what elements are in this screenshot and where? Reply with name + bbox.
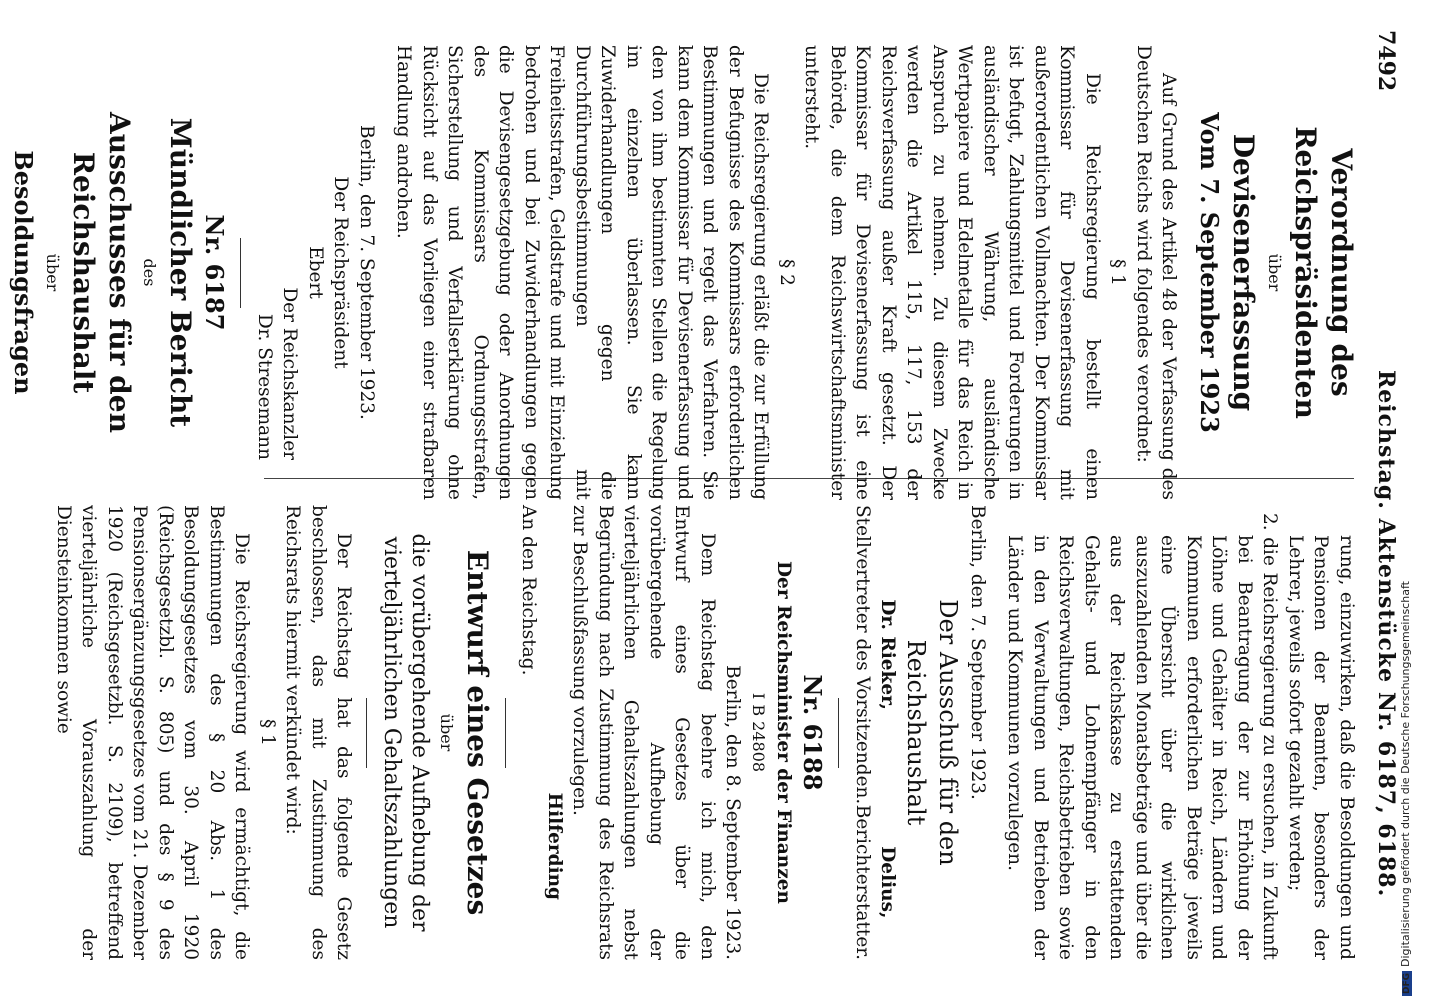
reference-number: I B 24808 bbox=[749, 692, 768, 773]
draft-section-1-heading: § 1 bbox=[257, 719, 278, 746]
decree-title: Verordnung des Reichspräsidenten bbox=[1289, 126, 1358, 419]
enactment-clause: Der Reichstag hat das folgende Gesetz beschlossen, das mit Zustimmung des Reichsrats hiermit verkündet wird: bbox=[282, 505, 355, 960]
digitization-credit-text: DFGDigitalisierung gefördert durch die Deutsche Forschungsgemeinschaft bbox=[1399, 581, 1412, 994]
decree-intro: Auf Grund des Artikel 48 der Verfassung des Deutschen Reichs wird folgendes verordnet: bbox=[1133, 45, 1180, 500]
section-1-text: Die Reichsregierung bestellt einen Kommissar für Devisenerfassung mit außerordentlichen Vollmachten. Der Kommissar ist befugt, Zahlungsmittel und Forderungen in ausländischer Währung, ausländische Wertpapiere und Edelmetalle für das Reich in Anspruch zu nehmen. Zu diesem Zwecke werden die Artikel 115, 117, 153 der Reichsverfassung außer Kraft gesetzt. Der Kommissar für Devisenerfassung ist eine Behörde, die dem Reichswirtschaftsminister untersteht. bbox=[801, 45, 1103, 500]
chair-role: Stellvertreter des Vorsitzenden. bbox=[852, 505, 873, 805]
draft-law-title: Entwurf eines Gesetzes bbox=[461, 549, 494, 916]
running-title: Reichstag. Aktenstücke Nr. 6187, 6188. bbox=[1373, 370, 1399, 898]
decree-ueber: über bbox=[1265, 253, 1284, 292]
section-1-heading: § 1 bbox=[1107, 259, 1129, 286]
chair-name: Dr. Rieker, bbox=[877, 599, 899, 710]
committee-signatories bbox=[850, 505, 901, 960]
motion-item-2: 2. die Reichsregierung zu ersuchen, in Zukunft bei Beantragung der zur Erhöhung der Löhne und Gehälter in Reich, Ländern und Kommunen erforderlichen Beträge jeweils eine Übersicht über die wirklichen auszuzahlenden Monatsbeträge und über die aus der Reichskasse zu erstattenden Gehalts- und Lohnempfänger in den Reichsverwaltungen, Reichsbetrieben sowie in den Verwaltungen und Betrieben der Länder und Kommunen vorzulegen. bbox=[1004, 513, 1281, 960]
decree-subject: Devisenerfassung bbox=[1227, 133, 1261, 412]
report-des: des bbox=[140, 258, 160, 287]
separator-rule bbox=[839, 698, 840, 768]
signature-2-title: Der Reichskanzler bbox=[279, 287, 301, 460]
document-number-6188: Nr. 6188 bbox=[798, 674, 828, 791]
page-number: 7492 bbox=[1373, 30, 1399, 92]
committee-signature: Der Ausschuß für den Reichshaushalt bbox=[902, 599, 963, 866]
draft-law-subject: die vorübergehende Aufhebung der vierteljährlichen Gehaltszahlungen bbox=[379, 533, 433, 932]
reporter-block bbox=[850, 805, 901, 960]
signature-1-name: Ebert bbox=[305, 246, 326, 299]
reporter-role: Berichterstatter. bbox=[852, 804, 873, 960]
section-2-text: Die Reichsregierung erläßt die zur Erfüllung der Befugnisse des Kommissars erforderlichen Bestimmungen und regelt das Verfahren. Sie kann dem Kommissar für Devisenerfassung und den von ihm bestimmten Stellen die Regelung im einzelnen überlassen. Sie kann Zuwiderhandlungen gegen die Durchführungsbestimmungen mit Freiheitsstrafen, Geldstrafe und mit Einziehung bedrohen und bei Zuwiderhandlungen gegen die Devisengesetzgebung oder Anordnungen des Kommissars Ordnungsstrafen, Sicherstellung und Verfallserklärung ohne Rücksicht auf das Vorliegen einer strafbaren Handlung androhen. bbox=[393, 45, 772, 500]
signature-2-name: Dr. Stresemann bbox=[254, 313, 275, 460]
letter-date: Berlin, den 8. September 1923. bbox=[722, 665, 744, 960]
separator-rule bbox=[241, 238, 242, 308]
document-number-6187: Nr. 6187 bbox=[200, 214, 230, 331]
chair-block bbox=[850, 505, 901, 804]
right-column bbox=[51, 505, 1360, 960]
decree-date: Vom 7. September 1923 bbox=[1195, 112, 1225, 433]
draft-law-ueber: über bbox=[437, 713, 456, 752]
signature-1-title: Der Reichspräsident bbox=[330, 176, 352, 369]
letter-signer: Hilferding bbox=[544, 792, 565, 900]
motion-item-1-continued: rung, einzuwirken, daß die Besoldungen und Pensionen der Beamten, besonders der Lehrer, jeweils sofort gezahlt werden; bbox=[1285, 535, 1357, 960]
decree-place-date: Berlin, den 7. September 1923. bbox=[356, 125, 377, 420]
report-title: Mündlicher Bericht bbox=[164, 117, 198, 428]
section-2-heading: § 2 bbox=[776, 259, 797, 286]
letter-addressee: An den Reichstag. bbox=[518, 505, 540, 676]
draft-section-1-text: Die Reichsregierung wird ermächtigt, die Bestimmungen des § 20 Abs. 1 des Besoldungsgesetzes vom 30. April 1920 (Reichsgesetzbl. S. 805) und des § 9 des Pensionsergänzungsgesetzes vom 21. Dezember 1920 (Reichsgesetzbl. S. 2109), betreffend vierteljährliche Vorauszahlung der Diensteinkommen sowie bbox=[53, 505, 253, 960]
report-ueber: über bbox=[43, 253, 62, 292]
reporter-name: Delius, bbox=[877, 846, 899, 919]
dfg-logo-icon: DFG bbox=[1402, 972, 1412, 994]
digitization-credit bbox=[1399, 581, 1419, 998]
separator-rule bbox=[367, 698, 368, 768]
report-subject: Besoldungsfragen bbox=[9, 150, 39, 395]
committee-name: Ausschusses für den Reichshaushalt bbox=[67, 112, 136, 433]
cover-letter: Dem Reichstag beehre ich mich, den Entwurf eines Gesetzes über die vorübergehende Aufhebung der vierteljährlichen Gehaltszahlungen nebst Begründung nach Zustimmung des Reichsrats zur Beschlußfassung vorzulegen. bbox=[569, 505, 718, 960]
minister-heading: Der Reichsminister der Finanzen bbox=[773, 561, 795, 904]
committee-place-date: Berlin, den 7. September 1923. bbox=[967, 505, 988, 800]
separator-rule bbox=[505, 698, 506, 768]
left-column bbox=[0, 45, 1359, 500]
